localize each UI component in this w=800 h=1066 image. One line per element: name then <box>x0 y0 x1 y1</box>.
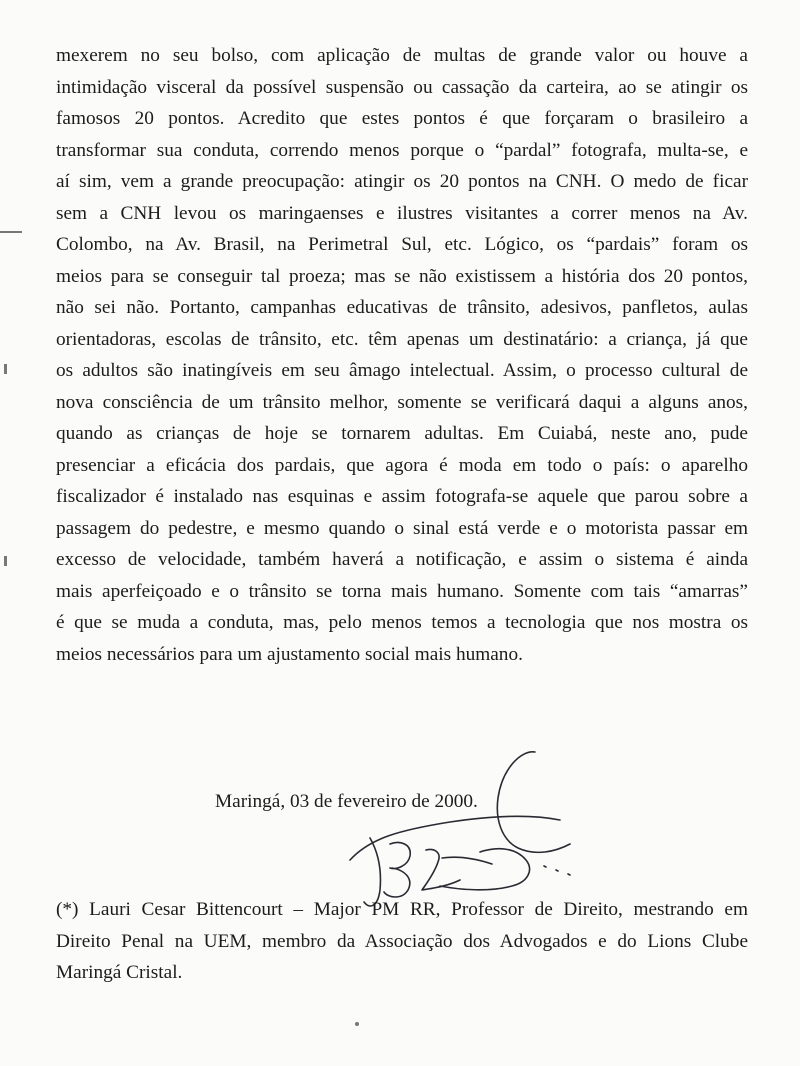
body-line: sem a CNH levou os maringaenses e ilustres visitantes a correr menos na Av. <box>56 202 748 224</box>
handwritten-signature <box>330 740 590 920</box>
footnote-line: Maringá Cristal. <box>56 962 183 983</box>
body-line: fiscalizador é instalado nas esquinas e assim fotografa-se aquele que parou sobre a <box>56 486 748 507</box>
footnote-line: (*) Lauri Cesar Bittencourt – Major PM RR, Professor de Direito, mestrando em <box>56 899 748 920</box>
body-line: quando as crianças de hoje se tornarem adultas. Em Cuiabá, neste ano, pude <box>56 423 748 444</box>
body-line: Colombo, na Av. Brasil, na Perimetral Sul, etc. Lógico, os “pardais” foram os <box>56 234 748 255</box>
body-line: intimidação visceral da possível suspensão ou cassação da carteira, ao se atingir os <box>56 76 748 98</box>
body-line: não sei não. Portanto, campanhas educativas de trânsito, adesivos, panfletos, aulas <box>56 297 748 318</box>
body-line: transformar sua conduta, correndo menos porque o “pardal” fotografa, multa-se, e <box>56 139 748 161</box>
body-line: famosos 20 pontos. Acredito que estes pontos é que forçaram o brasileiro a <box>56 108 748 129</box>
body-text <box>56 40 748 670</box>
body-line: aí sim, vem a grande preocupação: atingir os 20 pontos na CNH. O medo de ficar <box>56 171 748 192</box>
body-line: meios para se conseguir tal proeza; mas se não existissem a história dos 20 pontos, <box>56 265 748 287</box>
body-line: é que se muda a conduta, mas, pelo menos temos a tecnologia que nos mostra os <box>56 612 748 633</box>
body-line: passagem do pedestre, e mesmo quando o sinal está verde e o motorista passar em <box>56 517 748 539</box>
body-line: presenciar a eficácia dos pardais, que agora é moda em todo o país: o aparelho <box>56 454 748 476</box>
body-line: meios necessários para um ajustamento social mais humano. <box>56 643 523 665</box>
body-line: excesso de velocidade, também haverá a notificação, e assim o sistema é ainda <box>56 549 748 570</box>
footnote-line: Direito Penal na UEM, membro da Associação dos Advogados e do Lions Clube <box>56 930 748 952</box>
place-date: Maringá, 03 de fevereiro de 2000. <box>215 791 478 812</box>
body-line: os adultos são inatingíveis em seu âmago intelectual. Assim, o processo cultural de <box>56 360 748 381</box>
scan-edge-mark <box>4 364 7 374</box>
scan-edge-mark <box>0 231 22 233</box>
body-line: mais aperfeiçoado e o trânsito se torna mais humano. Somente com tais “amarras” <box>56 580 748 602</box>
body-line: nova consciência de um trânsito melhor, somente se verificará daqui a alguns anos, <box>56 391 748 413</box>
body-line: mexerem no seu bolso, com aplicação de multas de grande valor ou houve a <box>56 45 748 66</box>
author-footnote <box>56 894 748 989</box>
scan-edge-mark <box>4 556 7 566</box>
body-line: orientadoras, escolas de trânsito, etc. têm apenas um destinatário: a criança, já que <box>56 328 748 350</box>
scan-edge-mark <box>355 1022 359 1026</box>
